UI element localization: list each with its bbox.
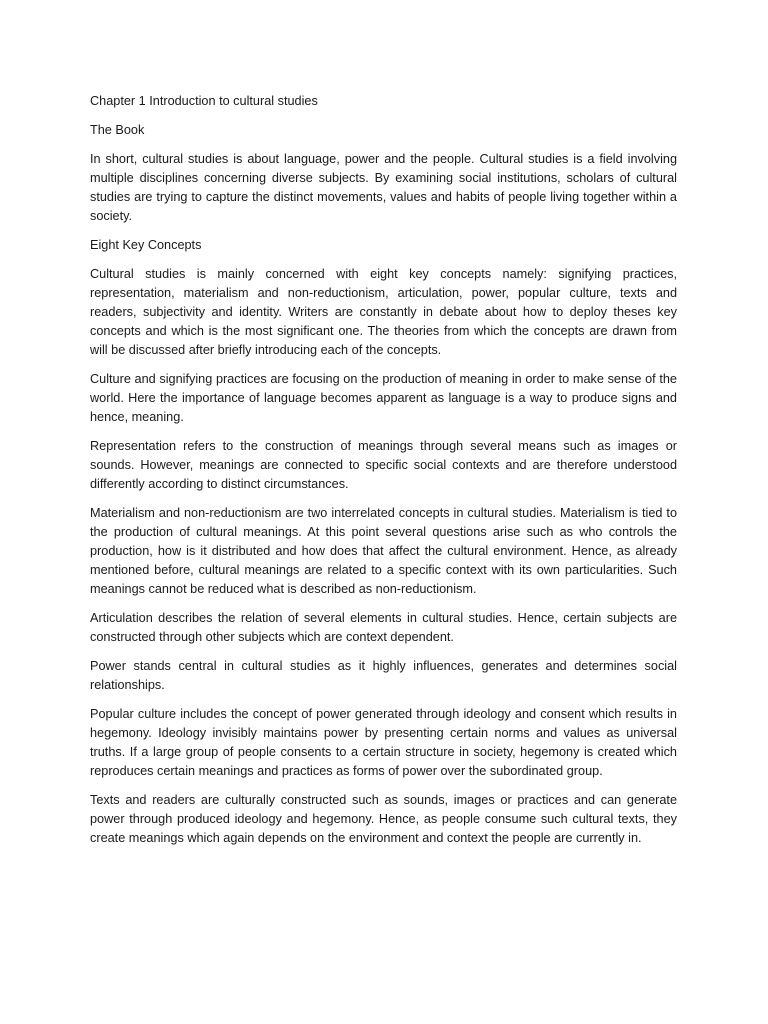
- document-page: [90, 92, 677, 858]
- chapter-title: Chapter 1 Introduction to cultural studies: [90, 94, 318, 108]
- section-heading-book: The Book: [90, 123, 145, 137]
- paragraph-articulation: Articulation describes the relation of several elements in cultural studies. Hence, certain subjects are constructed through other subjects which are context dependent.: [90, 611, 677, 644]
- paragraph-texts-readers: Texts and readers are culturally constructed such as sounds, images or practices and can generate power through produced ideology and hegemony. Hence, as people consume such cultural texts, they create meanings which again depends on the environment and context the people are currently in.: [90, 793, 677, 845]
- paragraph-signifying-practices: Culture and signifying practices are focusing on the production of meaning in order to make sense of the world. Here the importance of language becomes apparent as language is a way to produce signs and hence, meaning.: [90, 372, 677, 424]
- section-heading-key-concepts: Eight Key Concepts: [90, 238, 202, 252]
- paragraph-intro: In short, cultural studies is about language, power and the people. Cultural studies is a field involving multiple disciplines concerning diverse subjects. By examining social institutions, scholars of cultural studies are trying to capture the distinct movements, values and habits of people living together within a society.: [90, 152, 677, 223]
- paragraph-key-concepts: Cultural studies is mainly concerned with eight key concepts namely: signifying practices, representation, materialism and non-reductionism, articulation, power, popular culture, texts and readers, subjectivity and identity. Writers are constantly in debate about how to deploy theses key concepts and which is the most significant one. The theories from which the concepts are drawn from will be discussed after briefly introducing each of the concepts.: [90, 267, 677, 357]
- paragraph-power: Power stands central in cultural studies as it highly influences, generates and determines social relationships.: [90, 659, 677, 692]
- paragraph-materialism: Materialism and non-reductionism are two interrelated concepts in cultural studies. Materialism is tied to the production of cultural meanings. At this point several questions arise such as who controls the production, how is it distributed and how does that affect the cultural environment. Hence, as already mentioned before, cultural meanings are related to a specific context with its own particularities. Such meanings cannot be reduced what is described as non-reductionism.: [90, 506, 677, 596]
- paragraph-representation: Representation refers to the construction of meanings through several means such as images or sounds. However, meanings are connected to specific social contexts and are therefore understood differently according to distinct circumstances.: [90, 439, 677, 491]
- paragraph-popular-culture: Popular culture includes the concept of power generated through ideology and consent which results in hegemony. Ideology invisibly maintains power by presenting certain norms and values as universal truths. If a large group of people consents to a certain structure in society, hegemony is created which reproduces certain meanings and practices as forms of power over the subordinated group.: [90, 707, 677, 778]
